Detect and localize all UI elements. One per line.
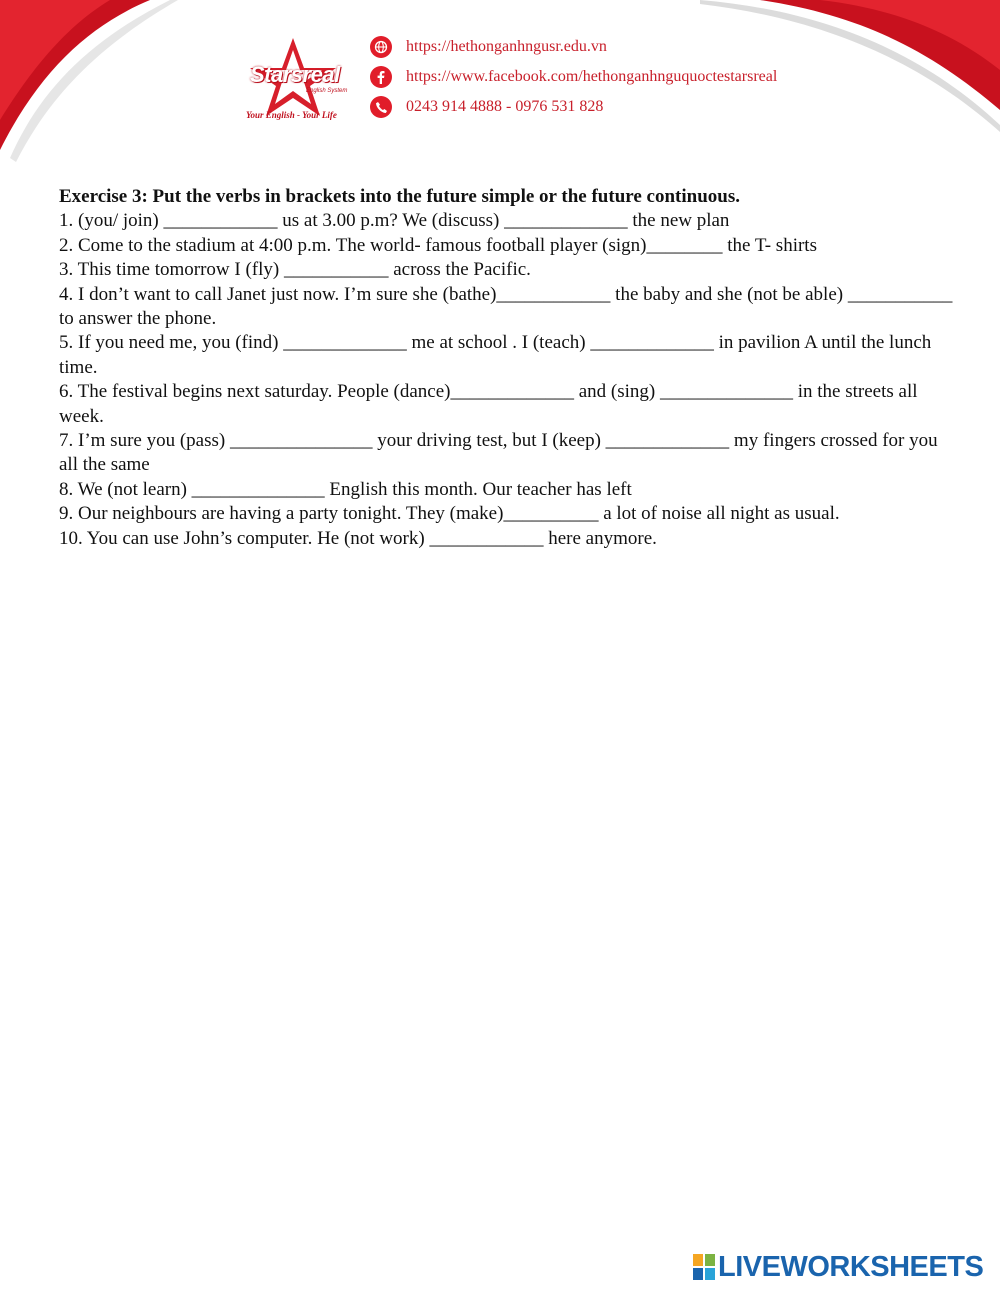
exercise-item: 10. You can use John’s computer. He (not work) ____________ here anymore. bbox=[59, 527, 657, 549]
logo-name: Starsreal bbox=[250, 62, 340, 87]
liveworksheets-brand[interactable] bbox=[693, 1252, 983, 1282]
globe-icon bbox=[370, 36, 392, 58]
exercise-section bbox=[59, 185, 959, 551]
logo-tagline: Your English - Your Life bbox=[246, 110, 337, 120]
logo-subtitle: English System bbox=[306, 88, 348, 94]
exercise-item: 7. I’m sure you (pass) _______________ your driving test, but I (keep) _____________ my fingers crossed for you all the same bbox=[59, 430, 938, 476]
contact-list bbox=[370, 36, 777, 126]
exercise-item: 1. (you/ join) ____________ us at 3.00 p.m? We (discuss) _____________ the new plan bbox=[59, 210, 730, 232]
facebook-url[interactable]: https://www.facebook.com/hethonganhnguquoctestarsreal bbox=[406, 68, 778, 85]
exercise-item: 2. Come to the stadium at 4:00 p.m. The world- famous football player (sign)________ the T- shirts bbox=[59, 234, 817, 256]
contact-facebook[interactable] bbox=[370, 66, 777, 88]
liveworksheets-wordmark: LIVEWORKSHEETS bbox=[718, 1251, 984, 1283]
exercise-item: 4. I don’t want to call Janet just now. I’m sure she (bathe)____________ the baby and she (not be able) ___________ to answer the phone. bbox=[59, 283, 953, 330]
exercise-title: Exercise 3: Put the verbs in brackets into the future simple or the future continuous. bbox=[59, 186, 740, 207]
phone-icon bbox=[370, 96, 392, 118]
facebook-icon bbox=[370, 66, 392, 88]
contact-website[interactable] bbox=[370, 36, 777, 58]
phone-numbers: 0243 914 4888 - 0976 531 828 bbox=[406, 98, 604, 115]
liveworksheets-logo-icon bbox=[693, 1254, 715, 1280]
website-url[interactable]: https://hethonganhngusr.edu.vn bbox=[406, 38, 607, 55]
exercise-item: 8. We (not learn) ______________ English this month. Our teacher has left bbox=[59, 478, 632, 500]
exercise-item: 6. The festival begins next saturday. People (dance)_____________ and (sing) ______________ in the streets all week. bbox=[59, 381, 918, 427]
contact-phone[interactable] bbox=[370, 96, 777, 118]
exercise-item: 5. If you need me, you (find) _____________ me at school . I (teach) _____________ in pavilion A until the lunch time. bbox=[59, 332, 932, 378]
exercise-item: 3. This time tomorrow I (fly) ___________ across the Pacific. bbox=[59, 259, 531, 281]
exercise-item: 9. Our neighbours are having a party tonight. They (make)__________ a lot of noise all night as usual. bbox=[59, 503, 840, 525]
